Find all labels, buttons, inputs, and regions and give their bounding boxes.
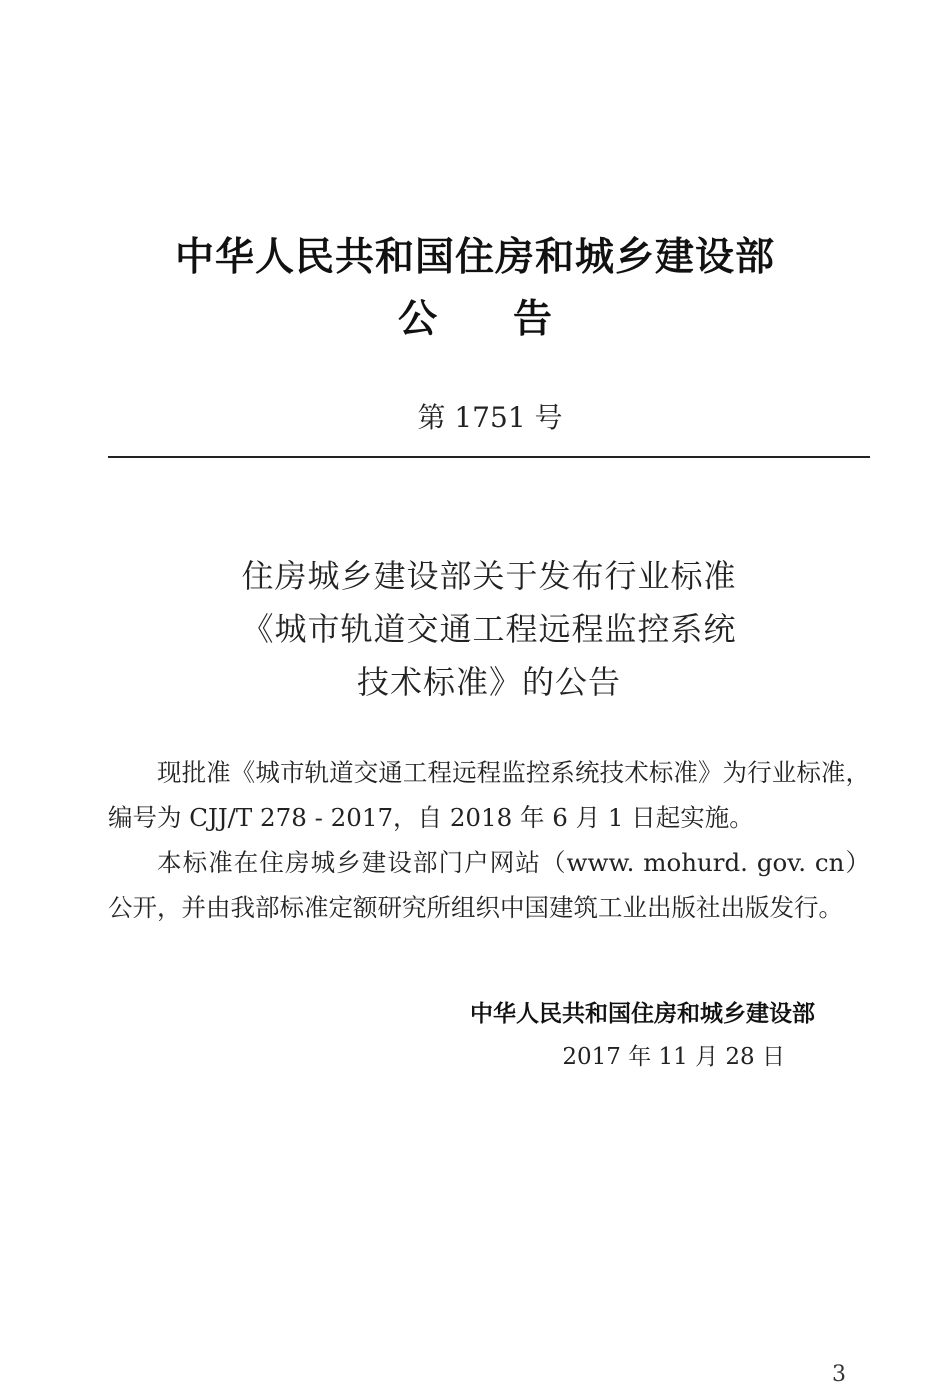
- page-number: 3: [832, 1362, 846, 1387]
- notice-char-1: 公: [397, 297, 437, 342]
- notice-body: [108, 750, 870, 930]
- notice-heading: [0, 288, 950, 344]
- title-line-3: 技术标准》的公告: [356, 663, 621, 701]
- body-paragraph-2: 本标准在住房城乡建设部门户网站（www. mohurd. gov. cn）公开，并由我部标准定额研究所组织中国建筑工业出版社出版发行。: [108, 848, 870, 922]
- notice-char-2: 告: [513, 297, 553, 342]
- header-divider: [108, 456, 870, 458]
- title-line-1: 住房城乡建设部关于发布行业标准: [241, 557, 737, 595]
- notice-title: [0, 550, 950, 709]
- body-paragraph-1: 现批准《城市轨道交通工程远程监控系统技术标准》为行业标准，编号为 CJJ/T 278 - 2017，自 2018 年 6 月 1 日起实施。: [108, 758, 870, 832]
- ministry-header: 中华人民共和国住房和城乡建设部: [174, 235, 775, 280]
- notice-number: 第 1751 号: [417, 401, 563, 434]
- issuer-signature: 中华人民共和国住房和城乡建设部: [470, 1001, 815, 1027]
- issue-date: 2017 年 11 月 28 日: [562, 1044, 785, 1070]
- title-line-2: 《城市轨道交通工程远程监控系统: [241, 610, 737, 648]
